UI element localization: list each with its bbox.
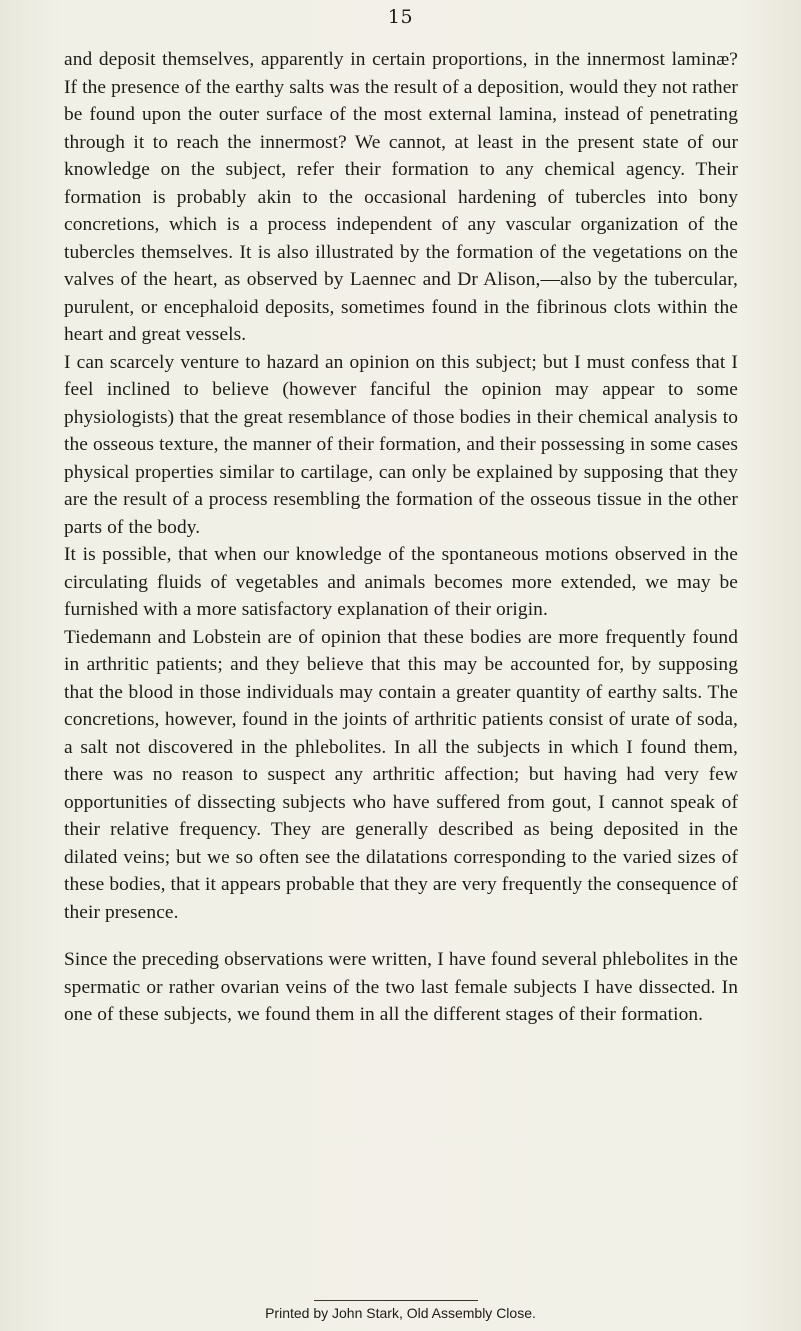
paragraph-1: and deposit themselves, apparently in certain proportions, in the innermost laminæ? If the presence of the earthy salts was the result of a deposition, would they not rather be found upon the outer surface of the most external lamina, instead of penetrating through it to reach the innermost? We cannot, at least in the present state of our knowledge on the subject, refer their formation to any chemical agency. Their formation is probably akin to the occasional hardening of tubercles into bony concretions, which is a process independent of any vascular organization of the tubercles themselves. It is also illustrated by the formation of the vegetations on the valves of the heart, as observed by Laennec and Dr Alison,—also by the tubercular, purulent, or encephaloid deposits, sometimes found in the fibrinous clots within the heart and great vessels. [64, 49, 738, 345]
paragraph-5: Since the preceding observations were written, I have found several phlebolites in the spermatic or rather ovarian veins of the two last female subjects I have dissected. In one of these subjects, we found them in all the different stages of their formation. [64, 949, 738, 1025]
footer-rule [314, 1300, 478, 1301]
page-number: 15 [387, 6, 414, 28]
paragraph-2: I can scarcely venture to hazard an opinion on this subject; but I must confess that I feel inclined to believe (however fanciful the opinion may appear to some physiologists) that the great resemblance of those bodies in their chemical analysis to the osseous texture, the manner of their formation, and their possessing in some cases physical properties similar to cartilage, can only be explained by supposing that they are the result of a process resembling the formation of the osseous tissue in the other parts of the body. [64, 351, 738, 538]
printer-imprint: Printed by John Stark, Old Assembly Close. [265, 1305, 536, 1321]
paragraph-4: Tiedemann and Lobstein are of opinion that these bodies are more frequently found in arthritic patients; and they believe that this may be accounted for, by supposing that the blood in those individuals may contain a greater quantity of earthy salts. The concretions, however, found in the joints of arthritic patients consist of urate of soda, a salt not discovered in the phlebolites. In all the subjects in which I found them, there was no reason to suspect any arthritic affection; but having had very few opportunities of dissecting subjects who have suffered from gout, I cannot speak of their relative frequency. They are generally described as being deposited in the dilated veins; but we so often see the dilatations corresponding to the varied sizes of these bodies, that it appears probable that they are very frequently the consequence of their presence. [64, 626, 738, 923]
paragraph-3: It is possible, that when our knowledge of the spontaneous motions observed in the circulating fluids of vegetables and animals becomes more extended, we may be furnished with a more satisfactory explanation of their origin. [64, 544, 738, 620]
body-text [64, 46, 738, 1029]
